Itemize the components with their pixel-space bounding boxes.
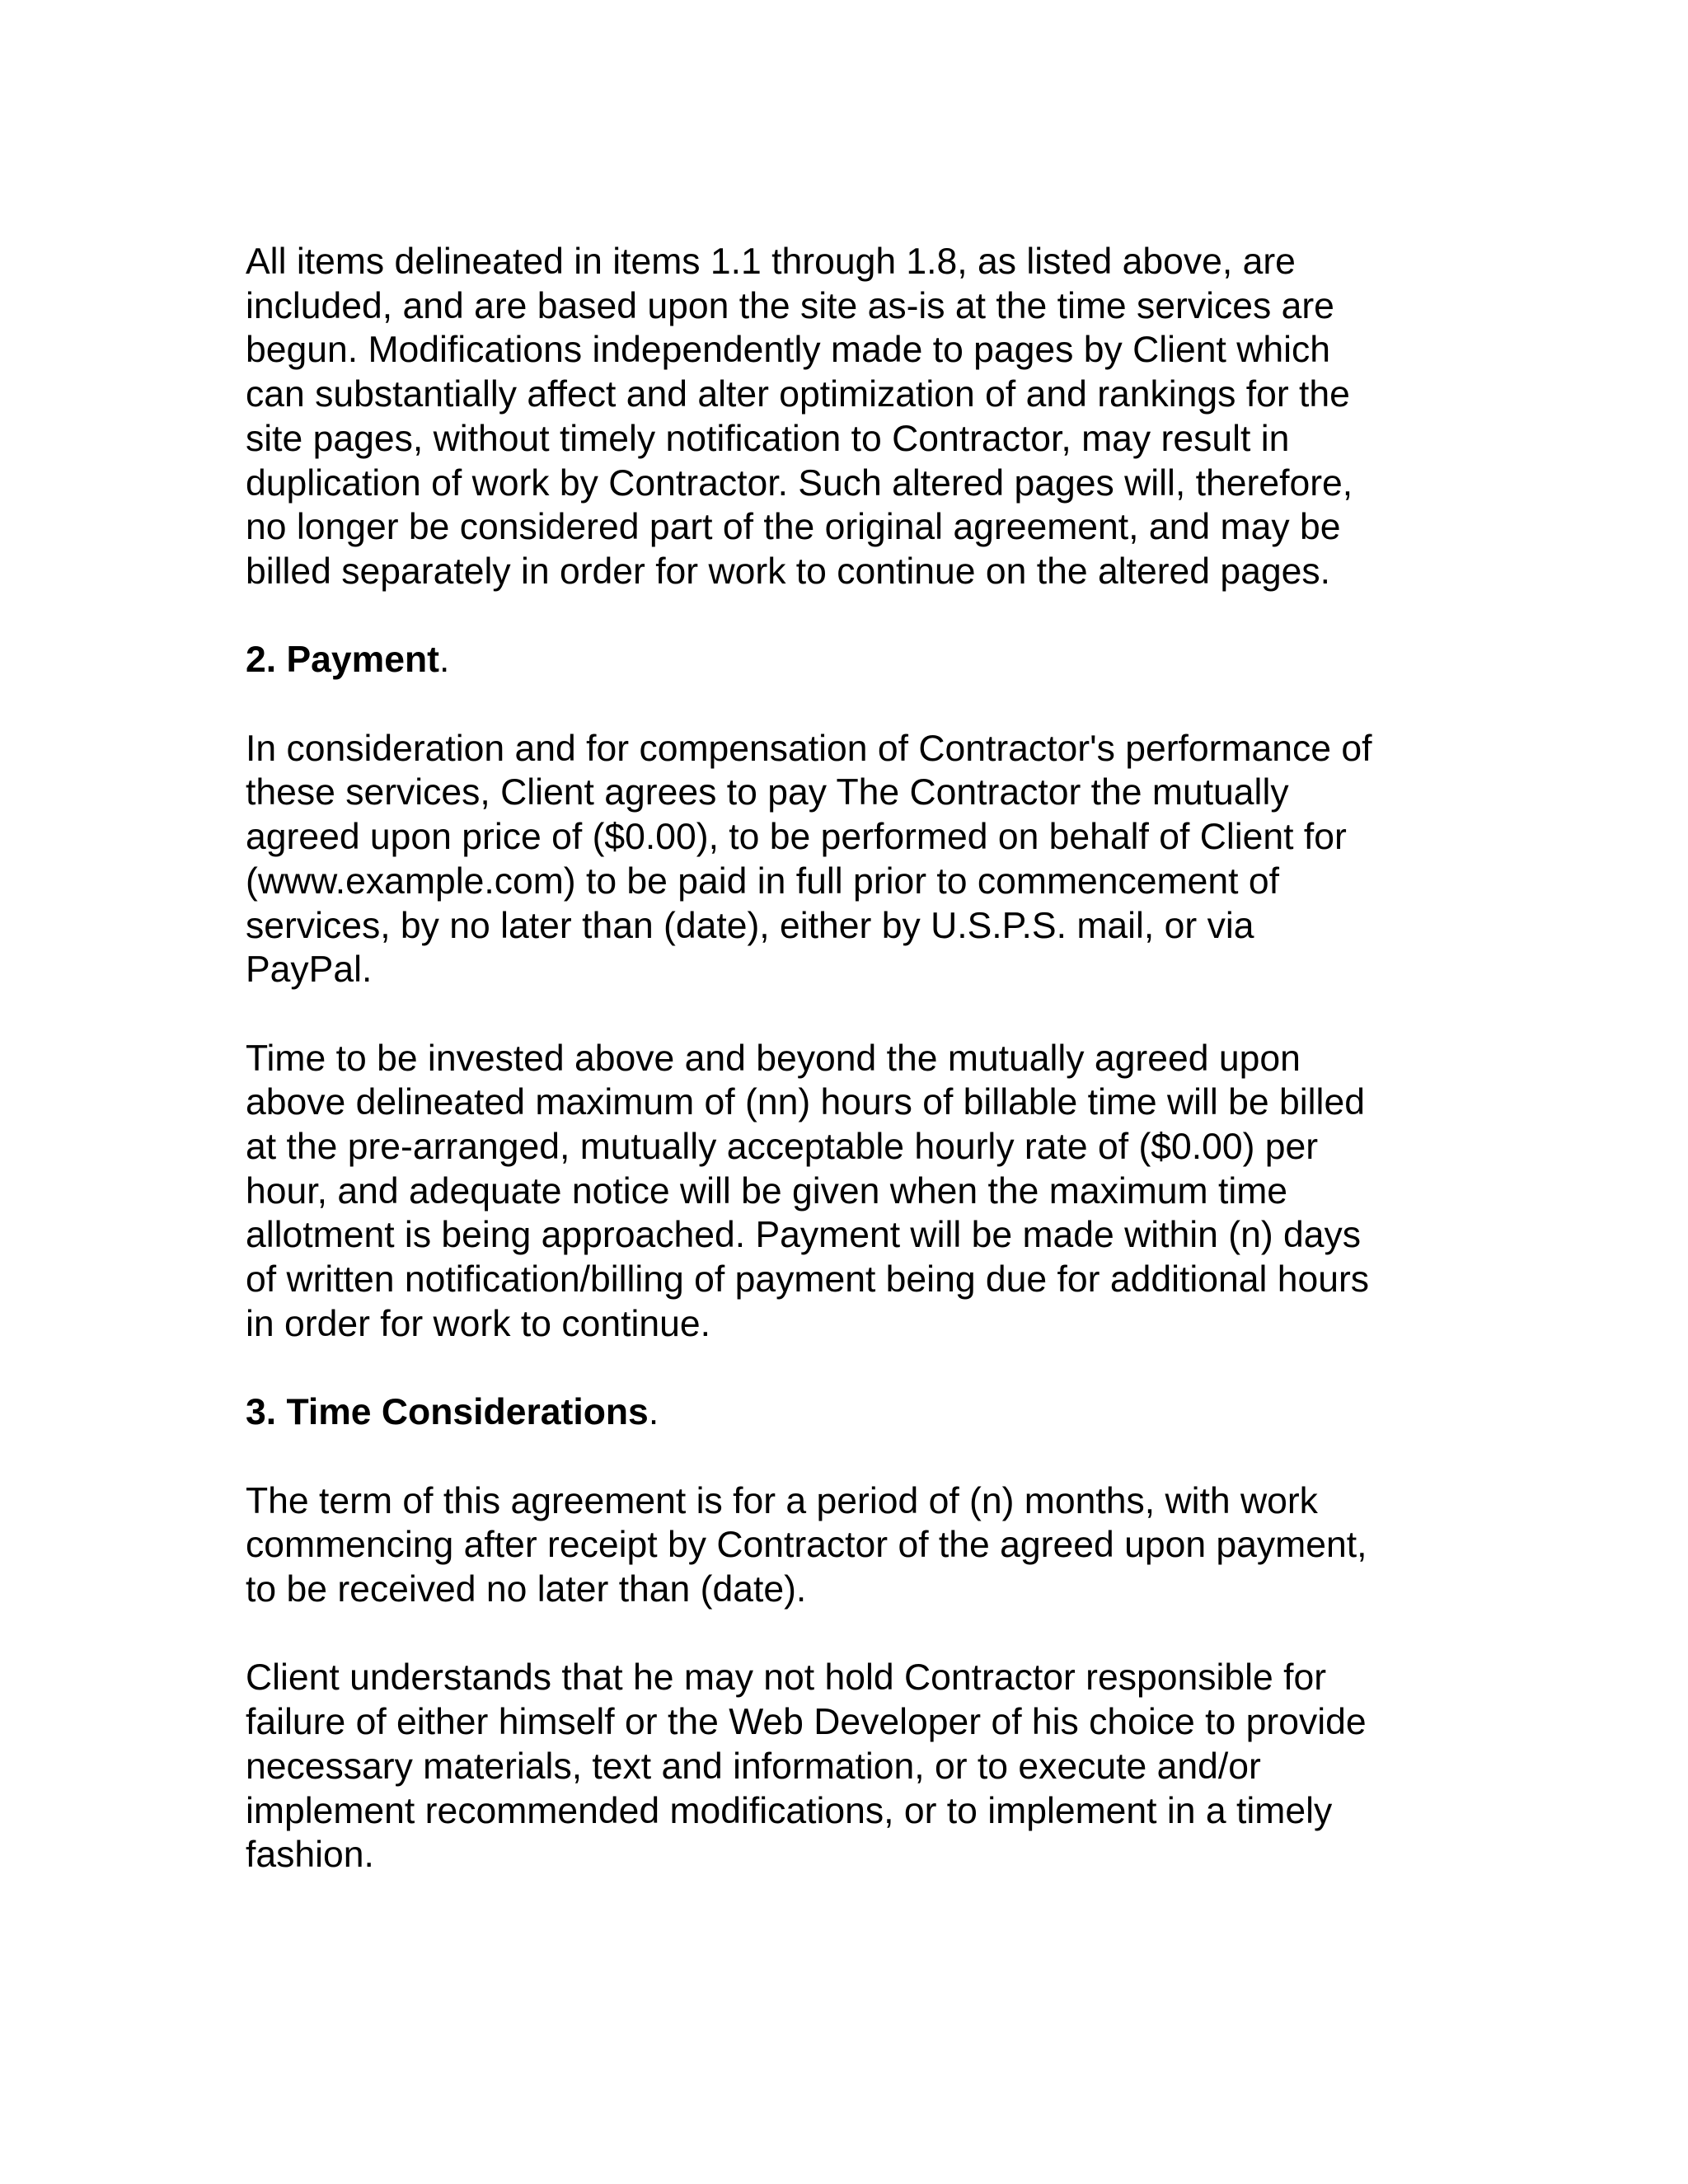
text-line: site pages, without timely notification to Contractor, may result in [246, 418, 1290, 459]
text-line: implement recommended modifications, or to implement in a timely [246, 1790, 1333, 1831]
text-line: commencing after receipt by Contractor of the agreed upon payment, [246, 1525, 1367, 1566]
intro-paragraph [246, 240, 1457, 594]
text-line: of written notification/billing of payment being due for additional hours [246, 1259, 1370, 1301]
text-line: Client understands that he may not hold Contractor responsible for [246, 1657, 1327, 1699]
paragraph-gap [246, 1347, 1457, 1391]
paragraph-gap [246, 992, 1457, 1037]
text-line: at the pre-arranged, mutually acceptable hourly rate of ($0.00) per [246, 1127, 1319, 1168]
text-line: to be received no later than (date). [246, 1569, 807, 1610]
paragraph-gap [246, 1612, 1457, 1657]
text-line: PayPal. [246, 949, 373, 991]
section-2-heading [246, 638, 1457, 682]
text-line: fashion. [246, 1835, 374, 1876]
text-line: begun. Modifications independently made to pages by Client which [246, 330, 1331, 371]
document-page [246, 240, 1457, 1877]
text-line: necessary materials, text and information, or to execute and/or [246, 1746, 1261, 1787]
text-line: allotment is being approached. Payment will be made within (n) days [246, 1215, 1362, 1256]
payment-paragraph [246, 727, 1457, 992]
text-line: agreed upon price of ($0.00), to be performed on behalf of Client for [246, 817, 1347, 858]
text-line: failure of either himself or the Web Developer of his choice to provide [246, 1702, 1367, 1743]
additional-hours-paragraph [246, 1037, 1457, 1347]
section-3-heading [246, 1390, 1457, 1435]
text-line: can substantially affect and alter optimization of and rankings for the [246, 374, 1350, 415]
text-line: services, by no later than (date), either by U.S.P.S. mail, or via [246, 905, 1254, 946]
text-line: (www.example.com) to be paid in full prior to commencement of [246, 860, 1279, 902]
text-line: in order for work to continue. [246, 1303, 710, 1344]
paragraph-gap [246, 682, 1457, 727]
text-line: no longer be considered part of the original agreement, and may be [246, 507, 1341, 548]
text-line: billed separately in order for work to continue on the altered pages. [246, 551, 1331, 592]
section-3-title: 3. Time Considerations [246, 1392, 649, 1433]
text-line: The term of this agreement is for a period of (n) months, with work [246, 1480, 1318, 1521]
text-line: Time to be invested above and beyond the mutually agreed upon [246, 1038, 1301, 1079]
text-line: duplication of work by Contractor. Such altered pages will, therefore, [246, 462, 1353, 504]
text-line: In consideration and for compensation of Contractor's performance of [246, 728, 1372, 769]
text-line: above delineated maximum of (nn) hours of billable time will be billed [246, 1082, 1365, 1123]
responsibility-paragraph [246, 1656, 1457, 1877]
section-2-title-suffix: . [438, 640, 450, 681]
text-line: these services, Client agrees to pay The Contractor the mutually [246, 772, 1289, 813]
text-line: hour, and adequate notice will be given when the maximum time [246, 1170, 1288, 1212]
section-3-title-suffix: . [648, 1392, 659, 1433]
term-paragraph [246, 1479, 1457, 1612]
section-2-title: 2. Payment [246, 640, 439, 681]
text-line: All items delineated in items 1.1 through 1.8, as listed above, are [246, 241, 1296, 282]
paragraph-gap [246, 594, 1457, 639]
paragraph-gap [246, 1435, 1457, 1479]
text-line: included, and are based upon the site as-is at the time services are [246, 285, 1334, 326]
